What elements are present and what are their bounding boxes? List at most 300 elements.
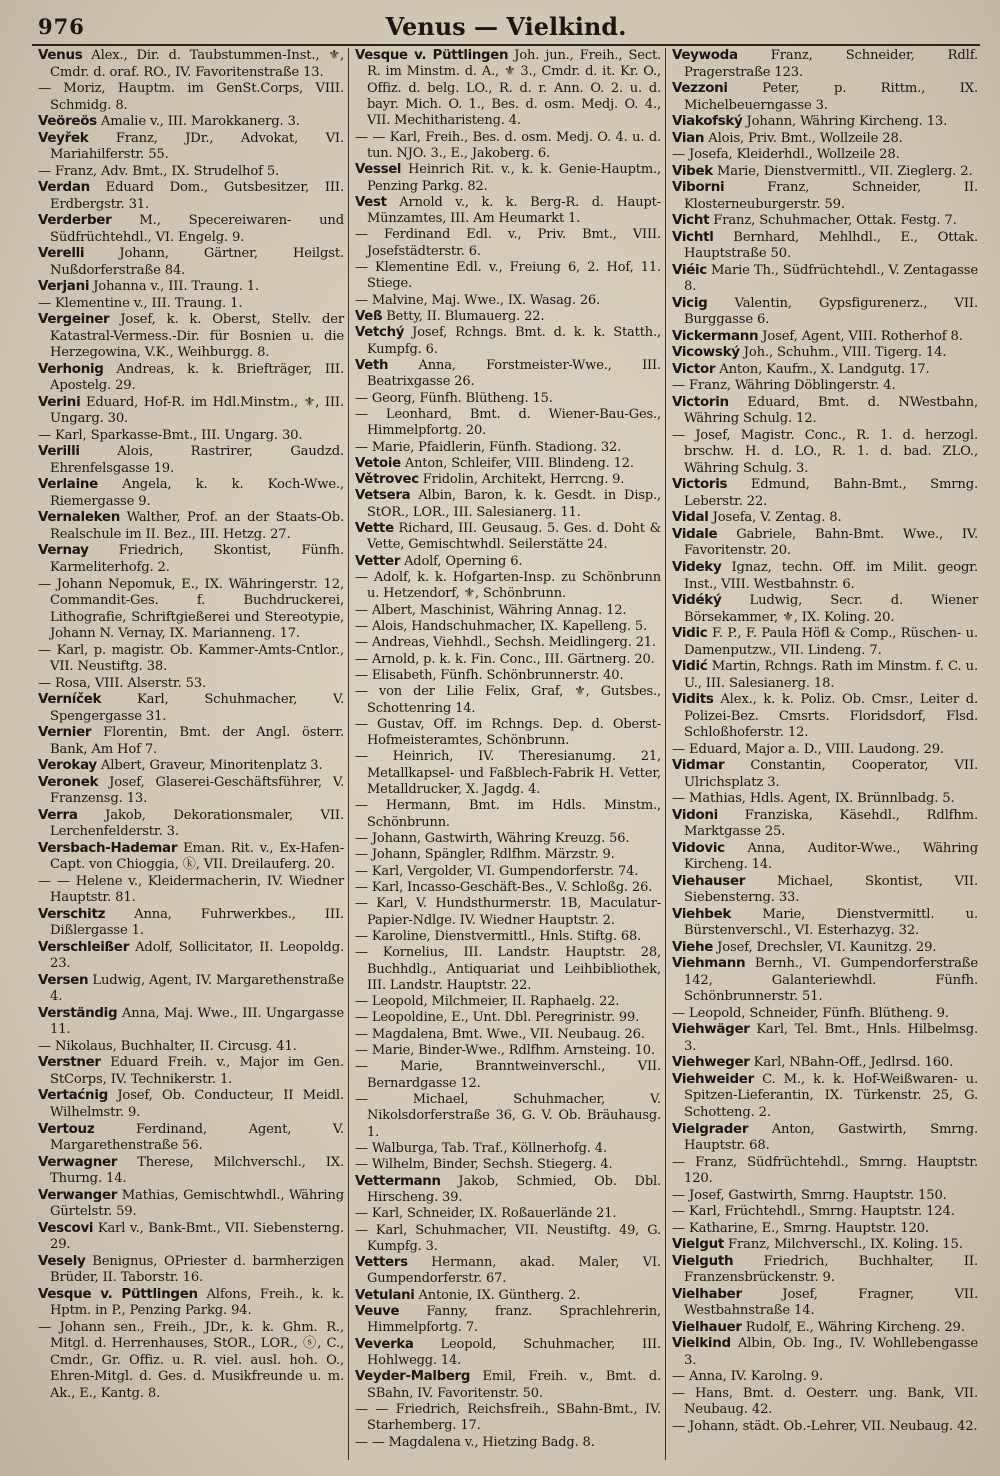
entry-text: Fanny, franz. Sprachlehrerin, Himmelpfortg. 7. xyxy=(367,1304,661,1336)
directory-entry xyxy=(38,131,344,164)
entry-text: Angela, k. k. Koch-Wwe., Riemergasse 9. xyxy=(50,477,344,509)
entry-surname: Veöreös xyxy=(38,114,97,130)
directory-entry xyxy=(38,1055,344,1088)
directory-entry xyxy=(355,521,661,554)
directory-entry xyxy=(672,1254,978,1287)
directory-entry xyxy=(38,81,344,114)
entry-text: Jakob, Schmied, Ob. Dbl. Hirscheng. 39. xyxy=(367,1173,661,1205)
directory-entry xyxy=(355,358,661,391)
entry-surname: Větrovec xyxy=(355,472,419,488)
directory-entry xyxy=(672,1072,978,1122)
directory-entry xyxy=(672,1155,978,1188)
directory-entry xyxy=(672,956,978,1006)
entry-surname: Vidic xyxy=(672,626,708,642)
directory-entry xyxy=(672,1419,978,1436)
directory-entry xyxy=(38,577,344,643)
entry-surname: Vidić xyxy=(672,659,708,675)
entry-text: — Katharine, E., Smrng. Hauptstr. 120. xyxy=(672,1220,929,1236)
entry-text: — Josef, Gastwirth, Smrng. Hauptstr. 150. xyxy=(672,1187,947,1203)
entry-text: Anton, Kaufm., X. Landgutg. 17. xyxy=(719,361,930,377)
directory-entry xyxy=(355,260,661,293)
column-right xyxy=(665,48,982,1460)
directory-entry xyxy=(355,1402,661,1435)
directory-entry xyxy=(355,603,661,619)
entry-text: Josef, Drechsler, VI. Kaunitzg. 29. xyxy=(717,939,937,955)
entry-text: Michael, Skontist, VII. Siebensterng. 33. xyxy=(684,873,978,906)
directory-entry xyxy=(38,1221,344,1254)
entry-surname: Vian xyxy=(672,130,705,146)
entry-surname: Viakofský xyxy=(672,114,743,130)
entry-surname: Vetchý xyxy=(355,325,405,341)
directory-entry xyxy=(672,230,978,263)
directory-entry xyxy=(672,213,978,230)
entry-surname: Veß xyxy=(355,309,383,324)
entry-surname: Vidal xyxy=(672,510,709,526)
directory-entry xyxy=(38,874,344,907)
directory-entry xyxy=(38,543,344,576)
entry-surname: Vetter xyxy=(355,553,401,569)
directory-entry xyxy=(672,1386,978,1419)
entry-surname: Vidovic xyxy=(672,840,725,856)
entry-text: — Marie, Binder-Wwe., Rdlfhm. Arnsteing. 10. xyxy=(355,1043,655,1059)
entry-text: Alex., k. k. Poliz. Ob. Cmsr., Leiter d. Polizei-Bez. Cmsrts. Floridsdorf, Flsd. Schloßhoferstr. 12. xyxy=(684,692,978,741)
entry-text: — Klementine v., III. Traung. 1. xyxy=(38,295,243,311)
page-number: 976 xyxy=(38,14,85,39)
entry-text: — Karoline, Dienstvermittl., Hnls. Stiftg. 68. xyxy=(355,928,642,944)
entry-text: Friedrich, Buchhalter, II. Franzensbrückenstr. 9. xyxy=(684,1253,978,1286)
entry-surname: Vicht xyxy=(672,213,710,229)
entry-text: — Karl, Sparkasse-Bmt., III. Ungarg. 30. xyxy=(38,427,303,443)
entry-text: — Hans, Bmt. d. Oesterr. ung. Bank, VII. Neubaug. 42. xyxy=(672,1385,978,1418)
entry-surname: Verschitz xyxy=(38,906,106,922)
directory-entry xyxy=(672,1204,978,1221)
entry-surname: Verilli xyxy=(38,444,80,460)
directory-entry xyxy=(672,1237,978,1254)
entry-text: Ferdinand, Agent, V. Margarethenstraße 56. xyxy=(50,1121,344,1154)
directory-entry xyxy=(672,345,978,362)
directory-entry xyxy=(38,940,344,973)
entry-text: Heinrich Rit. v., k. k. Genie-Hauptm., Penzing Parkg. 82. xyxy=(367,162,661,194)
entry-surname: Vetulani xyxy=(355,1287,415,1303)
directory-entry xyxy=(355,1435,661,1451)
directory-entry xyxy=(355,293,661,309)
column-middle xyxy=(348,48,665,1460)
entry-text: Amalie v., III. Marokkanerg. 3. xyxy=(100,114,300,130)
directory-entry xyxy=(672,263,978,296)
entry-surname: Viehbek xyxy=(672,906,732,922)
entry-surname: Verra xyxy=(38,807,78,823)
directory-entry xyxy=(355,1059,661,1092)
entry-text: Mathias, Gemischtwhdl., Währing Gürtelstr. 59. xyxy=(50,1187,345,1220)
entry-text: Anton, Schleifer, VIII. Blindeng. 12. xyxy=(404,455,634,471)
directory-entry xyxy=(38,1188,344,1221)
entry-text: Anna, Fuhrwerkbes., III. Dißlergasse 1. xyxy=(50,906,345,939)
entry-text: — Eduard, Major a. D., VIII. Laudong. 29. xyxy=(672,741,944,757)
entry-text: Joh., Schuhm., VIII. Tigerg. 14. xyxy=(743,345,947,361)
entry-surname: Vezzoni xyxy=(672,81,728,97)
directory-entry xyxy=(672,940,978,957)
directory-entry xyxy=(38,114,344,131)
directory-entry xyxy=(355,1157,661,1173)
entry-text: — Magdalena, Bmt. Wwe., VII. Neubaug. 26. xyxy=(355,1026,645,1042)
directory-entry xyxy=(355,130,661,163)
entry-surname: Vickermann xyxy=(672,328,759,344)
directory-entry xyxy=(38,1320,344,1403)
directory-entry xyxy=(355,391,661,407)
directory-entry xyxy=(38,676,344,693)
entry-text: F. P., F. Paula Höfl & Comp., Rüschen- u. Damenputzw., VII. Lindeng. 7. xyxy=(684,626,978,658)
directory-entry xyxy=(672,1006,978,1023)
directory-entry xyxy=(355,717,661,750)
entry-surname: Viehweider xyxy=(672,1071,754,1087)
directory-entry xyxy=(355,798,661,831)
entry-text: Anna, Forstmeister-Wwe., III. Beatrixgasse 26. xyxy=(367,357,662,390)
entry-surname: Veverka xyxy=(355,1336,414,1352)
entry-surname: Vesque v. Püttlingen xyxy=(38,1286,198,1302)
directory-entry xyxy=(38,907,344,940)
entry-text: Arnold v., k. k. Berg-R. d. Haupt-Münzamtes, III. Am Heumarkt 1. xyxy=(367,194,661,227)
entry-text: Eman. Rit. v., Ex-Hafen-Capt. von Chioggia, ⓚ, VII. Dreilauferg. 20. xyxy=(50,840,345,873)
entry-surname: Veth xyxy=(355,357,389,373)
directory-entry xyxy=(355,48,661,130)
directory-entry xyxy=(38,312,344,362)
entry-text: — Josefa, Kleiderhdl., Wollzeile 28. xyxy=(672,147,900,163)
entry-text: Martin, Rchngs. Rath im Minstm. f. C. u. U., III. Salesianerg. 18. xyxy=(684,659,979,691)
directory-entry xyxy=(672,428,978,478)
entry-text: Gabriele, Bahn-Bmt. Wwe., IV. Favoritenstr. 20. xyxy=(684,526,979,559)
entry-surname: Vescovi xyxy=(38,1220,94,1236)
entry-text: Anna, Auditor-Wwe., Währing Kircheng. 14. xyxy=(684,840,979,873)
directory-entry xyxy=(38,692,344,725)
entry-surname: Vesely xyxy=(38,1253,86,1269)
entry-text: Franz, Schneider, Rdlf. Pragerstraße 123. xyxy=(684,48,978,80)
entry-surname: Viehweger xyxy=(672,1055,750,1071)
entry-surname: Verokay xyxy=(38,758,97,774)
directory-entry xyxy=(355,668,661,684)
entry-text: Adolf, Sollicitator, II. Leopoldg. 23. xyxy=(50,939,344,972)
directory-entry xyxy=(672,1122,978,1155)
directory-entry xyxy=(38,1254,344,1287)
entry-surname: Veywoda xyxy=(672,48,738,63)
entry-surname: Verwanger xyxy=(38,1187,118,1203)
entry-text: Therese, Milchverschl., IX. Thurng. 14. xyxy=(50,1154,344,1187)
entry-surname: Vielgut xyxy=(672,1237,724,1253)
directory-entry xyxy=(38,725,344,758)
entry-surname: Verelli xyxy=(38,246,85,262)
directory-entry xyxy=(355,684,661,717)
directory-entry xyxy=(355,456,661,472)
entry-surname: Vergeiner xyxy=(38,312,110,328)
entry-text: — Franz, Südfrüchtehdl., Smrng. Hauptstr. 120. xyxy=(672,1154,978,1187)
directory-entry xyxy=(355,554,661,570)
entry-text: — Karl, Schuhmacher, VII. Neustiftg. 49, G. Kumpfg. 3. xyxy=(355,1222,661,1254)
directory-entry xyxy=(672,841,978,874)
entry-text: — Johann sen., Freih., JDr., k. k. Ghm. R., Mitgl. d. Herrenhauses, StOR., LOR., ⓢ, C., Cmdr., Gr. Offiz. u. R. viel. ausl. hoh. O., Ehren-Mitgl. d. Ges. d. Musikfreunde u. m. Ak., E., Kantg. 8. xyxy=(38,1319,344,1401)
directory-entry xyxy=(38,973,344,1006)
entry-text: — Ferdinand Edl. v., Priv. Bmt., VIII. Josefstädterstr. 6. xyxy=(355,227,661,259)
directory-entry xyxy=(355,1304,661,1337)
directory-entry xyxy=(672,1336,978,1369)
entry-text: Karl v., Bank-Bmt., VII. Siebensterng. 29. xyxy=(50,1220,344,1253)
entry-text: Eduard, Hof-R. im Hdl.Minstm., ⚜, III. Ungarg. 30. xyxy=(50,394,344,427)
entry-text: Josef, Fragner, VII. Westbahnstraße 14. xyxy=(684,1286,978,1319)
entry-text: Karl, Schuhmacher, V. Spengergasse 31. xyxy=(50,692,345,724)
directory-entry xyxy=(672,593,978,626)
directory-entry xyxy=(672,692,978,742)
directory-entry xyxy=(38,362,344,395)
directory-entry xyxy=(355,929,661,945)
entry-text: Albert, Graveur, Minoritenplatz 3. xyxy=(100,758,323,774)
entry-text: — Mathias, Hdls. Agent, IX. Brünnlbadg. 5. xyxy=(672,791,955,807)
entry-text: Anton, Gastwirth, Smrng. Hauptstr. 68. xyxy=(684,1121,978,1154)
running-head: Venus — Vielkind. xyxy=(385,12,627,41)
entry-text: — Leopoldine, E., Unt. Dbl. Peregrinistr. 99. xyxy=(355,1010,640,1026)
directory-entry xyxy=(672,1221,978,1238)
entry-text: — Johann, Gastwirth, Währing Kreuzg. 56. xyxy=(355,831,630,846)
entry-surname: Vidéký xyxy=(672,593,722,609)
entry-text: C. M., k. k. Hof-Weißwaren- u. Spitzen-Lieferantin, IX. Türkenstr. 25, G. Schotteng. 2. xyxy=(684,1071,978,1120)
directory-entry xyxy=(672,1188,978,1205)
entry-text: — Albert, Maschinist, Währing Annag. 12. xyxy=(355,602,627,618)
entry-surname: Versbach-Hademar xyxy=(38,840,178,856)
entry-text: Leopold, Schuhmacher, III. Hohlwegg. 14. xyxy=(367,1336,661,1368)
directory-entry xyxy=(38,428,344,445)
directory-entry xyxy=(355,896,661,929)
directory-entry xyxy=(355,227,661,260)
directory-entry xyxy=(38,1155,344,1188)
entry-text: — Klementine Edl. v., Freiung 6, 2. Hof, 11. Stiege. xyxy=(355,260,661,292)
directory-entry xyxy=(672,626,978,659)
directory-entry xyxy=(38,477,344,510)
entry-text: — von der Lilie Felix, Graf, ⚜, Gutsbes., Schottenring 14. xyxy=(355,684,661,716)
entry-text: Adolf, Operning 6. xyxy=(404,553,523,569)
entry-text: Betty, II. Blumauerg. 22. xyxy=(386,309,545,324)
directory-entry xyxy=(38,775,344,808)
entry-text: Franz, Milchverschl., IX. Koling. 15. xyxy=(728,1237,963,1253)
entry-text: — Georg, Fünfh. Blütheng. 15. xyxy=(355,390,553,406)
entry-text: Johann, Gärtner, Heilgst. Nußdorferstraße 84. xyxy=(50,246,344,278)
entry-text: — Franz, Währing Döblingerstr. 4. xyxy=(672,378,896,394)
entry-surname: Viehwäger xyxy=(672,1022,750,1038)
directory-entry xyxy=(38,246,344,279)
entry-text: Constantin, Cooperator, VII. Ulrichsplatz 3. xyxy=(684,758,979,790)
column-left xyxy=(32,48,348,1460)
entry-surname: Verderber xyxy=(38,213,112,229)
entry-text: — Leonhard, Bmt. d. Wiener-Bau-Ges., Himmelpfortg. 20. xyxy=(355,406,661,439)
directory-entry xyxy=(672,510,978,527)
directory-entry xyxy=(672,114,978,131)
directory-entry xyxy=(672,1287,978,1320)
entry-text: Josef, Agent, VIII. Rotherhof 8. xyxy=(762,328,963,344)
directory-entry xyxy=(355,488,661,521)
directory-entry xyxy=(38,296,344,313)
entry-text: Ignaz, techn. Off. im Milit. geogr. Inst., VIII. Westbahnstr. 6. xyxy=(684,559,978,592)
directory-entry xyxy=(355,325,661,358)
entry-surname: Vernay xyxy=(38,543,89,559)
entry-text: — Elisabeth, Fünfh. Schönbrunnerstr. 40. xyxy=(355,667,624,683)
directory-entry xyxy=(355,635,661,651)
directory-entry xyxy=(38,213,344,246)
entry-text: — Gustav, Off. im Rchngs. Dep. d. Oberst-Hofmeisteramtes, Schönbrunn. xyxy=(355,716,661,749)
directory-entry xyxy=(355,945,661,994)
directory-entry xyxy=(672,131,978,148)
entry-text: Albin, Ob. Ing., IV. Wohllebengasse 3. xyxy=(684,1336,979,1368)
entry-surname: Veyřek xyxy=(38,130,89,146)
directory-entry xyxy=(672,907,978,940)
entry-text: — Adolf, k. k. Hofgarten-Insp. zu Schönbrunn u. Hetzendorf, ⚜, Schönbrunn. xyxy=(355,570,661,602)
entry-text: — Karl, Schneider, IX. Roßauerlände 21. xyxy=(355,1206,617,1222)
entry-text: Edmund, Bahn-Bmt., Smrng. Leberstr. 22. xyxy=(684,477,978,509)
entry-surname: Vetters xyxy=(355,1255,408,1271)
entry-surname: Victoris xyxy=(672,477,728,493)
directory-entry xyxy=(672,81,978,114)
entry-text: — Karl, Früchtehdl., Smrng. Hauptstr. 124. xyxy=(672,1204,955,1220)
directory-entry xyxy=(38,444,344,477)
entry-text: Richard, III. Geusaug. 5. Ges. d. Doht & Vette, Gemischtwhdl. Seilerstätte 24. xyxy=(367,521,661,553)
entry-surname: Videky xyxy=(672,559,722,575)
directory-entry xyxy=(672,164,978,181)
entry-surname: Viehmann xyxy=(672,956,746,972)
entry-surname: Vielgrader xyxy=(672,1121,749,1137)
entry-text: — Leopold, Milchmeier, II. Raphaelg. 22. xyxy=(355,994,620,1010)
directory-entry xyxy=(355,749,661,798)
directory-entry xyxy=(355,652,661,668)
entry-text: Karl, NBahn-Off., Jedlrsd. 160. xyxy=(753,1055,954,1071)
entry-surname: Vidits xyxy=(672,692,714,708)
directory-entry xyxy=(355,994,661,1010)
directory-entry xyxy=(38,279,344,296)
directory-entry xyxy=(672,659,978,692)
entry-text: Josef, Glaserei-Geschäftsführer, V. Franzensg. 13. xyxy=(50,774,344,807)
entry-text: — Josef, Magistr. Conc., R. 1. d. herzogl. brschw. H. d. LO., R. 1. d. bad. ZLO., Währing Schulg. 3. xyxy=(672,427,978,476)
directory-entry xyxy=(38,48,344,81)
directory-entry xyxy=(355,407,661,440)
entry-surname: Vernier xyxy=(38,725,92,741)
entry-text: — Hermann, Bmt. im Hdls. Minstm., Schönbrunn. xyxy=(355,798,661,830)
entry-text: — Rosa, VIII. Alserstr. 53. xyxy=(38,675,207,691)
entry-text: Franz, Schneider, II. Klosterneuburgerstr. 59. xyxy=(684,180,979,212)
entry-surname: Vernaleken xyxy=(38,510,121,526)
entry-text: — Karl, Incasso-Geschäft-Bes., V. Schloßg. 26. xyxy=(355,879,653,895)
directory-entry xyxy=(355,1206,661,1222)
directory-entry xyxy=(38,758,344,775)
directory-entry xyxy=(355,1223,661,1256)
entry-text: — — Helene v., Kleidermacherin, IV. Wiedner Hauptstr. 81. xyxy=(38,873,344,906)
directory-entry xyxy=(672,48,978,81)
entry-text: Emil, Freih. v., Bmt. d. SBahn, IV. Favoritenstr. 50. xyxy=(367,1369,661,1401)
directory-entry xyxy=(672,1055,978,1072)
entry-text: Alex., Dir. d. Taubstummen-Inst., ⚜, Cmdr. d. oraf. RO., IV. Favoritenstraße 13. xyxy=(50,48,344,80)
directory-entry xyxy=(672,362,978,379)
directory-entry xyxy=(672,329,978,346)
directory-entry xyxy=(672,560,978,593)
directory-entry xyxy=(355,1010,661,1026)
entry-text: — Johann, städt. Ob.-Lehrer, VII. Neubaug. 42. xyxy=(672,1418,978,1434)
entry-surname: Veronek xyxy=(38,774,99,790)
entry-surname: Vest xyxy=(355,194,387,210)
entry-surname: Verhonig xyxy=(38,361,104,377)
entry-text: — Arnold, p. k. k. Fin. Conc., III. Gärtnerg. 20. xyxy=(355,651,655,667)
entry-text: — Leopold, Schneider, Fünfh. Blütheng. 9. xyxy=(672,1005,949,1021)
entry-surname: Veyder-Malberg xyxy=(355,1369,471,1385)
entry-text: Ludwig, Agent, IV. Margarethenstraße 4. xyxy=(50,972,344,1005)
entry-text: — Wilhelm, Binder, Sechsh. Stiegerg. 4. xyxy=(355,1157,613,1173)
directory-entry xyxy=(355,570,661,603)
entry-text: Alois, Priv. Bmt., Wollzeile 28. xyxy=(708,130,903,146)
entry-text: Josefa, V. Zentag. 8. xyxy=(712,510,842,526)
directory-entry xyxy=(355,195,661,228)
entry-text: Josef, Rchngs. Bmt. d. k. k. Statth., Kumpfg. 6. xyxy=(367,325,661,357)
entry-surname: Viéic xyxy=(672,262,707,278)
entry-text: Eduard Dom., Gutsbesitzer, III. Erdbergstr. 31. xyxy=(50,180,344,212)
entry-text: Franz, JDr., Advokat, VI. Mariahilferstr. 55. xyxy=(50,130,344,163)
entry-text: — Marie, Pfaidlerin, Fünfh. Stadiong. 32. xyxy=(355,439,622,455)
directory-entry xyxy=(38,1006,344,1039)
entry-text: — — Magdalena v., Hietzing Badg. 8. xyxy=(355,1434,595,1450)
directory-entry xyxy=(672,874,978,907)
directory-entry xyxy=(38,1088,344,1121)
directory-entry xyxy=(672,791,978,808)
directory-entry xyxy=(355,880,661,896)
entry-surname: Verwagner xyxy=(38,1154,118,1170)
directory-entry xyxy=(672,378,978,395)
entry-text: Johann, Währing Kircheng. 13. xyxy=(746,114,948,130)
directory-entry xyxy=(355,472,661,488)
entry-text: — Karl, V. Hundsthurmerstr. 1B, Maculatur-Papier-Ndlge. IV. Wiedner Hauptstr. 2. xyxy=(355,896,661,928)
entry-text: Florentin, Bmt. der Angl. österr. Bank, Am Hof 7. xyxy=(50,725,344,757)
directory-entry xyxy=(355,1092,661,1141)
directory-entry xyxy=(672,808,978,841)
entry-surname: Vidoni xyxy=(672,807,718,823)
entry-surname: Vettermann xyxy=(355,1173,441,1189)
entry-surname: Verjani xyxy=(38,279,90,295)
entry-text: — Malvine, Maj. Wwe., IX. Wasag. 26. xyxy=(355,292,601,308)
directory-entry xyxy=(355,1337,661,1370)
entry-text: — Johann, Spängler, Rdlfhm. Märzstr. 9. xyxy=(355,847,615,863)
entry-surname: Venus xyxy=(38,48,83,63)
entry-text: Eduard, Bmt. d. NWestbahn, Währing Schulg. 12. xyxy=(684,394,978,427)
entry-text: Antonie, IX. Güntherg. 2. xyxy=(418,1287,581,1303)
entry-text: — Karl, p. magistr. Ob. Kammer-Amts-Cntlor., VII. Neustiftg. 38. xyxy=(38,642,344,675)
entry-text: — Franz, Adv. Bmt., IX. Strudelhof 5. xyxy=(38,163,280,179)
entry-surname: Viehe xyxy=(672,939,714,955)
directory-entry xyxy=(355,1288,661,1304)
directory-entry xyxy=(672,742,978,759)
entry-text: — Walburga, Tab. Traf., Köllnerhofg. 4. xyxy=(355,1140,607,1156)
directory-entry xyxy=(355,831,661,847)
entry-surname: Veuve xyxy=(355,1304,400,1320)
entry-text: Johanna v., III. Traung. 1. xyxy=(93,279,259,295)
entry-text: Friedrich, Skontist, Fünfh. Karmeliterhofg. 2. xyxy=(50,543,344,575)
entry-surname: Vessel xyxy=(355,162,402,178)
entry-surname: Vibek xyxy=(672,163,713,179)
entry-text: Andreas, k. k. Briefträger, III. Apostelg. 29. xyxy=(50,361,345,394)
entry-text: Anna, Maj. Wwe., III. Ungargasse 11. xyxy=(50,1005,344,1038)
entry-text: — Alois, Handschuhmacher, IX. Kapelleng. 5. xyxy=(355,618,647,634)
entry-text: Alois, Rastrirer, Gaudzd. Ehrenfelsgasse 19. xyxy=(50,444,344,476)
entry-surname: Viborni xyxy=(672,180,725,196)
entry-surname: Victor xyxy=(672,361,716,377)
directory-entry xyxy=(355,1255,661,1288)
directory-entry xyxy=(355,309,661,325)
entry-text: Franz, Schuhmacher, Ottak. Festg. 7. xyxy=(713,213,957,229)
entry-text: Albin, Baron, k. k. Gesdt. in Disp., StOR., LOR., III. Salesianerg. 11. xyxy=(367,488,661,520)
directory-entry xyxy=(38,510,344,543)
entry-surname: Vetsera xyxy=(355,488,411,504)
entry-text: M., Specereiwaren- und Südfrüchtehdl., VI. Engelg. 9. xyxy=(50,213,344,245)
entry-surname: Verlaine xyxy=(38,477,98,493)
entry-text: Walther, Prof. an der Staats-Ob. Realschule im II. Bez., III. Hetzg. 27. xyxy=(50,510,344,542)
